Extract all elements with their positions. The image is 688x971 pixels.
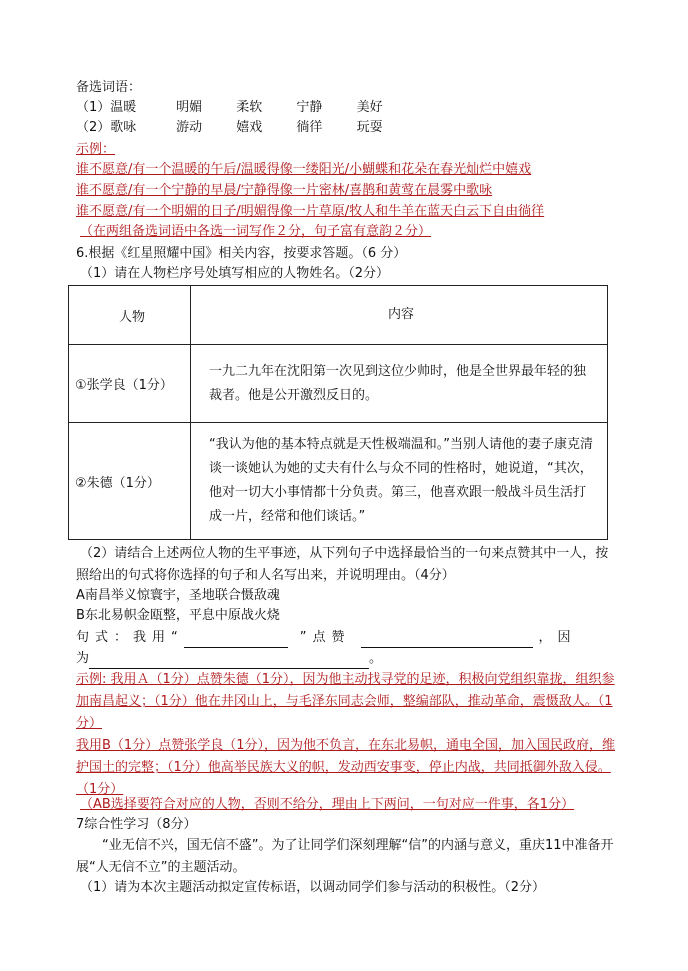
- table-header-row: [69, 286, 608, 345]
- person-cell: ①张学良（1分）: [69, 345, 191, 423]
- blank-reason[interactable]: [89, 654, 369, 669]
- pattern-prefix: 句式：我用“: [76, 630, 184, 645]
- example-line: 谁不愿意/有一个明媚的日子/明媚得像一片草原/牧人和牛羊在蓝天白云下自由徜徉: [76, 204, 545, 219]
- sentence-pattern-line2: [76, 649, 382, 669]
- question-7-intro: “业无信不兴，国无信不盛”。为了让同学们深刻理解“信”的内涵与意义，重庆11中准备开展“人无信不立”的主题活动。: [76, 838, 614, 875]
- pattern-end: 。: [369, 651, 383, 666]
- content-cell: “我认为他的基本特点就是天性极端温和。”当别人请他的妻子康克清谈一谈她认为她的丈夫有什么与众不同的性格时，她说道，“其次，他对一切大小事情都十分负责。第三，他喜欢跟一般战斗员生活打成一片，经常和他们谈话。”: [191, 423, 608, 540]
- candidate-row-1: [76, 98, 383, 118]
- example-title: 示例：: [76, 142, 116, 157]
- question-6-title: 6.根据《红星照耀中国》相关内容，按要求答题。（6 分）: [76, 246, 407, 261]
- candidate-label-2: （2）歌咏: [76, 120, 137, 135]
- question-7-title: 7综合性学习（8分）: [76, 817, 197, 832]
- candidate-word: 徜徉: [296, 120, 323, 135]
- option-a: A南昌举义惊寰宇，圣地联合慑敌魂: [76, 588, 280, 603]
- candidate-word: 宁静: [296, 100, 323, 115]
- candidate-word: 嬉戏: [236, 120, 263, 135]
- header-content: 内容: [191, 286, 608, 345]
- candidate-word: 玩耍: [356, 120, 383, 135]
- pattern-mid: ”点赞: [299, 630, 351, 645]
- person-cell: ②朱德（1分）: [69, 423, 191, 540]
- blank-person[interactable]: [361, 633, 533, 648]
- option-b: B东北易帜金瓯整，平息中原战火烧: [76, 608, 280, 623]
- answer-note: （AB选择要符合对应的人物，否则不给分，理由上下两问，一句对应一件事，各1分）: [80, 797, 575, 812]
- candidates-title: 备选词语：: [76, 80, 142, 95]
- table-row: [69, 423, 608, 540]
- header-person: 人物: [69, 286, 191, 345]
- example-line: 谁不愿意/有一个宁静的早晨/宁静得像一片密林/喜鹊和黄莺在晨雾中歌咏: [76, 183, 493, 198]
- question-7-sub1: （1）请为本次主题活动拟定宣传标语，以调动同学们参与活动的积极性。（2分）: [80, 880, 546, 895]
- sentence-pattern: [76, 628, 616, 648]
- pattern-line2: 为: [76, 651, 90, 666]
- answer-a: [76, 669, 616, 735]
- candidate-word: 柔软: [236, 100, 263, 115]
- answer-a-text: 示例: 我用Ａ（1分）点赞朱德（1分），因为他主动找寻党的足迹，积极向党组织靠拢，组织参加南昌起义；（1分）他在井冈山上，与毛泽东同志会师，整编部队，推动革命，震慑敌人。（1分）: [76, 672, 615, 731]
- answer-b-text: 我用B（1分）点赞张学良（1分），因为他不负言，在东北易帜，通电全国，加入国民政府，维护国土的完整；（1分）他高举民族大义的帜，发动西安事变，停止内战，共同抵御外敌入侵。（1分）: [76, 738, 615, 797]
- answer-b: [76, 735, 616, 801]
- candidate-label-1: （1）温暖: [76, 100, 137, 115]
- question-6-sub1: （1）请在人物栏序号处填写相应的人物姓名。（2分）: [80, 266, 390, 281]
- blank-sentence[interactable]: [184, 633, 288, 648]
- people-table: [68, 285, 608, 540]
- candidate-word: 游动: [176, 120, 203, 135]
- example-scoring-note: （在两组备选词语中各选一词写作２分，句子富有意韵２分）: [80, 224, 432, 239]
- candidate-word: 美好: [356, 100, 383, 115]
- example-line: 谁不愿意/有一个温暖的午后/温暖得像一缕阳光/小蝴蝶和花朵在春光灿烂中嬉戏: [76, 162, 532, 177]
- content-cell: 一九二九年在沈阳第一次见到这位少帅时，他是全世界最年轻的独裁者。他是公开激烈反日的。: [191, 345, 608, 423]
- table-row: [69, 345, 608, 423]
- question-6-sub2: （2）请结合上述两位人物的生平事迹，从下列句子中选择最恰当的一句来点赞其中一人，按照给出的句式将你选择的句子和人名写出来，并说明理由。（4分）: [76, 546, 609, 583]
- candidate-word: 明媚: [176, 100, 203, 115]
- pattern-suffix: ，因: [538, 630, 577, 645]
- candidate-row-2: [76, 118, 383, 138]
